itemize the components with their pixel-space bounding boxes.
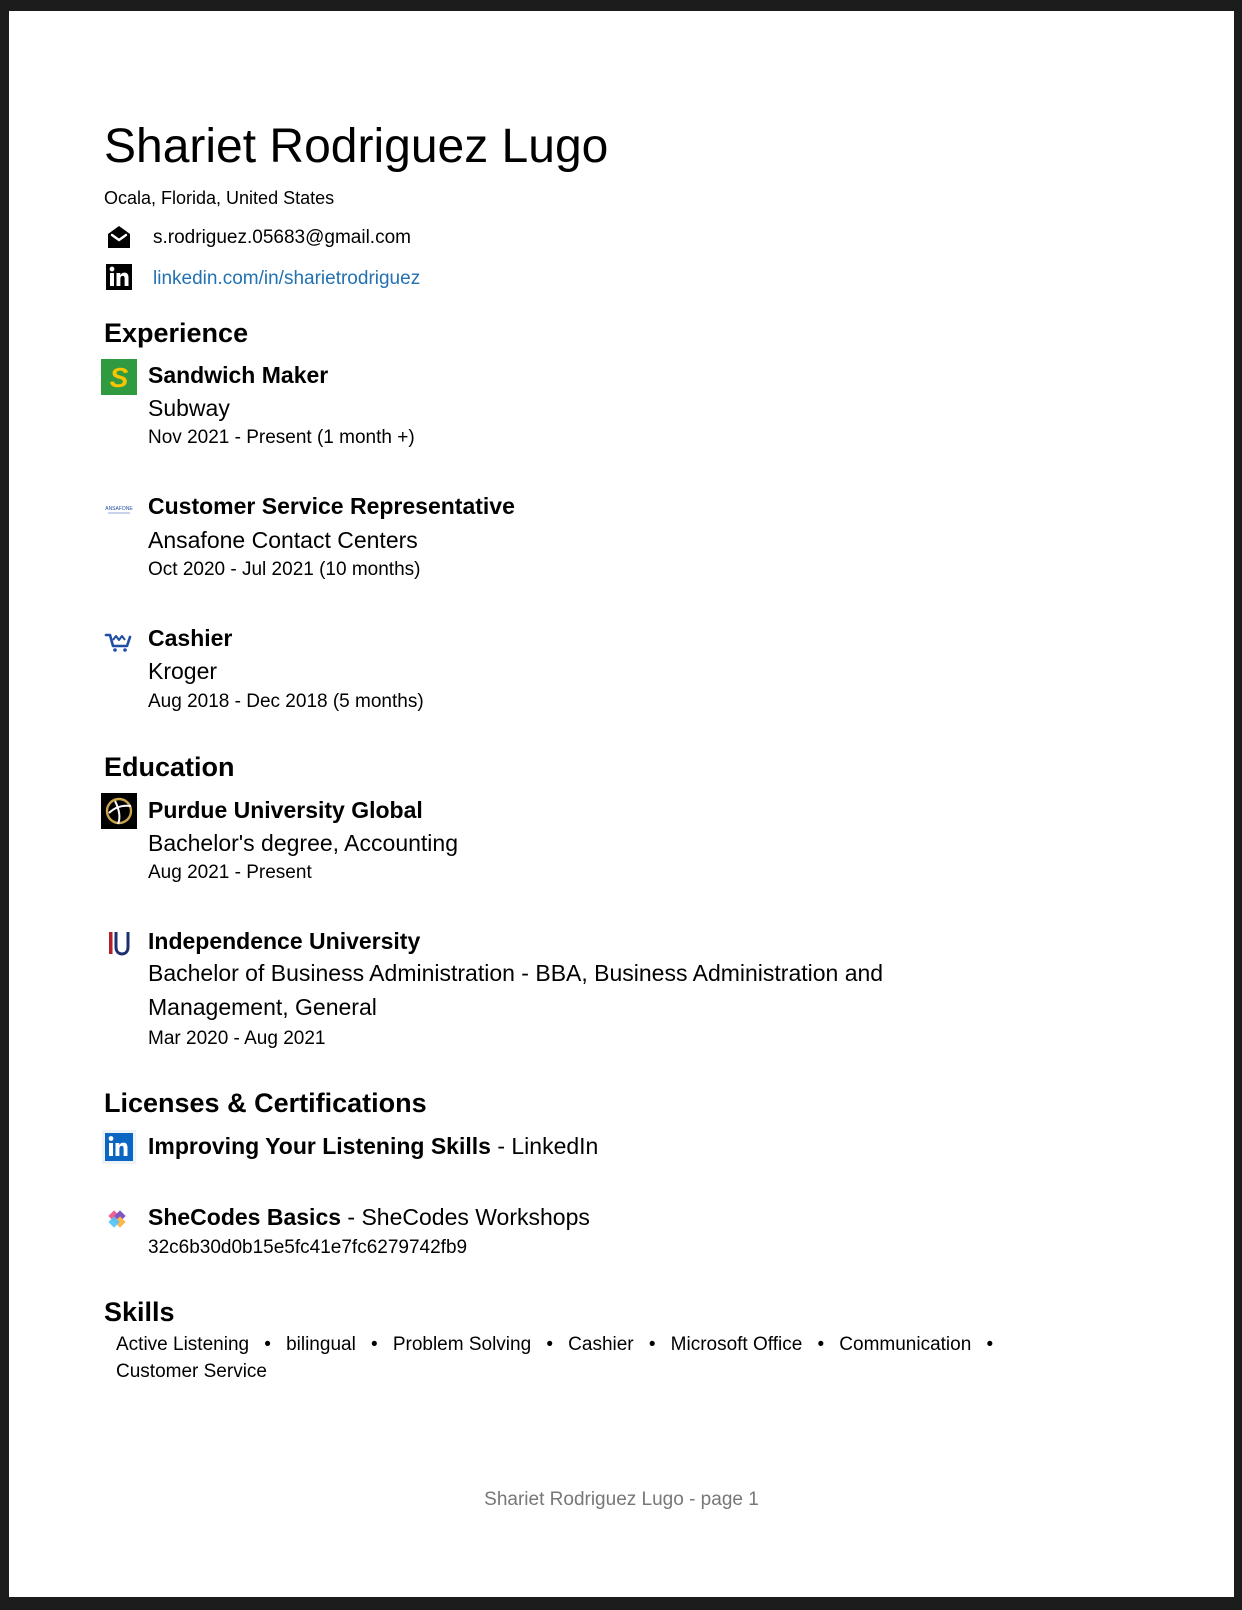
subway-logo-icon [101,359,137,395]
linkedin-link[interactable]: linkedin.com/in/sharietrodriguez [153,268,421,289]
experience-heading: Experience [104,318,249,348]
certification-issuer: - SheCodes Workshops [341,1204,590,1230]
skill-item: Problem Solving [392,1334,532,1355]
page-footer: Shariet Rodriguez Lugo - page 1 [484,1489,759,1510]
skill-separator: • [648,1334,656,1355]
education-dates: Aug 2021 - Present [148,862,312,883]
education-degree: Bachelor's degree, Accounting [148,830,458,856]
certification-issuer: - LinkedIn [490,1133,599,1159]
skill-separator: • [546,1334,553,1355]
skill-item: Active Listening [116,1334,250,1355]
experience-title: Sandwich Maker [148,362,329,388]
ansafone-logo-icon [101,490,137,526]
certification-title [148,1203,590,1231]
education-school: Purdue University Global [148,797,423,823]
skill-item: Cashier [568,1334,634,1355]
svg-text:S: S [109,362,129,393]
skill-separator: • [264,1334,271,1355]
skills-heading: Skills [104,1297,175,1327]
education-dates: Mar 2020 - Aug 2021 [148,1028,326,1049]
skill-separator: • [370,1334,378,1355]
candidate-name: Shariet Rodriguez Lugo [104,120,609,173]
education-degree: Bachelor of Business Administration - BBA, Business Administration and Management, General [148,960,884,1020]
skill-item: bilingual [286,1334,356,1355]
licenses-heading: Licenses & Certifications [104,1088,427,1118]
linkedin-learning-logo-icon [101,1129,137,1165]
shecodes-logo-icon [101,1201,137,1237]
email-text[interactable]: s.rodriguez.05683@gmail.com [153,227,411,248]
education-heading: Education [104,752,235,782]
experience-dates: Oct 2020 - Jul 2021 (10 months) [148,559,421,580]
skills-list [116,1331,1076,1385]
independence-university-logo-icon [101,925,137,961]
experience-company: Subway [148,395,230,421]
experience-dates: Nov 2021 - Present (1 month +) [148,427,415,448]
skill-item: Microsoft Office [670,1334,803,1355]
certification-title [148,1132,598,1160]
certification-name: Improving Your Listening Skills [148,1133,491,1159]
skill-separator: • [817,1334,825,1355]
experience-title: Cashier [148,625,233,651]
kroger-logo-icon [101,622,137,658]
experience-company: Kroger [148,658,218,684]
experience-company: Ansafone Contact Centers [148,527,418,553]
purdue-logo-icon [101,793,137,829]
education-school: Independence University [148,928,421,954]
candidate-location: Ocala, Florida, United States [104,188,335,208]
skill-item: Customer Service [116,1361,267,1382]
certification-name: SheCodes Basics [148,1204,342,1230]
resume-page [9,11,1234,1597]
experience-title: Customer Service Representative [148,493,515,519]
email-icon [105,223,133,251]
certification-credential-id: 32c6b30d0b15e5fc41e7fc6279742fb9 [148,1237,468,1258]
skill-item: Communication [839,1334,972,1355]
svg-text:ANSAFONE: ANSAFONE [105,506,133,512]
experience-dates: Aug 2018 - Dec 2018 (5 months) [148,691,424,712]
skill-separator: • [986,1334,994,1355]
linkedin-icon [105,263,133,291]
